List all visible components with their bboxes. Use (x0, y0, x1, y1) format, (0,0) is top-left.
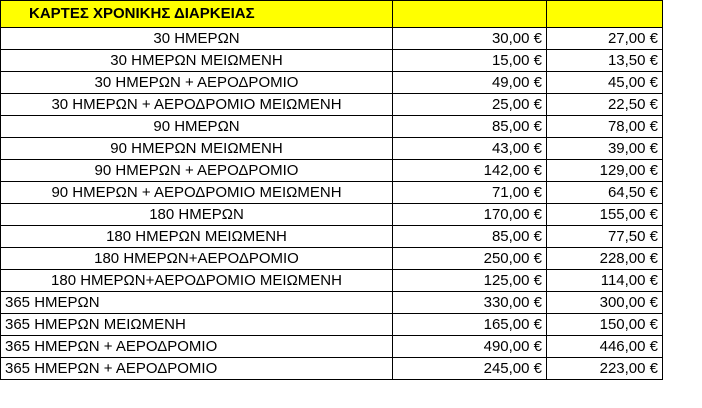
table-row (1, 358, 663, 380)
price-col-1: 165,00 € (393, 314, 547, 336)
price-col-2: 300,00 € (547, 292, 663, 314)
price-col-2: 39,00 € (547, 138, 663, 160)
card-name: 30 ΗΜΕΡΩΝ (1, 28, 393, 50)
price-col-1: 245,00 € (393, 358, 547, 380)
price-col-2: 27,00 € (547, 28, 663, 50)
card-name: 365 ΗΜΕΡΩΝ (1, 292, 393, 314)
table-row (1, 72, 663, 94)
table-row (1, 160, 663, 182)
card-name: 365 ΗΜΕΡΩΝ + ΑΕΡΟΔΡΟΜΙΟ (1, 336, 393, 358)
price-col-1: 30,00 € (393, 28, 547, 50)
card-name: 180 ΗΜΕΡΩΝ (1, 204, 393, 226)
table-row (1, 182, 663, 204)
table-row (1, 50, 663, 72)
header-full-price (393, 1, 547, 28)
card-name: 30 ΗΜΕΡΩΝ ΜΕΙΩΜΕΝΗ (1, 50, 393, 72)
price-col-1: 330,00 € (393, 292, 547, 314)
price-col-2: 155,00 € (547, 204, 663, 226)
table-title: ΚΑΡΤΕΣ ΧΡΟΝΙΚΗΣ ΔΙΑΡΚΕΙΑΣ (1, 1, 393, 28)
table-header-row (1, 1, 663, 28)
price-col-1: 250,00 € (393, 248, 547, 270)
card-name: 365 ΗΜΕΡΩΝ ΜΕΙΩΜΕΝΗ (1, 314, 393, 336)
price-col-2: 77,50 € (547, 226, 663, 248)
card-name: 90 ΗΜΕΡΩΝ ΜΕΙΩΜΕΝΗ (1, 138, 393, 160)
price-col-1: 490,00 € (393, 336, 547, 358)
price-col-2: 78,00 € (547, 116, 663, 138)
price-col-2: 446,00 € (547, 336, 663, 358)
table-row (1, 204, 663, 226)
table-row (1, 336, 663, 358)
table-row (1, 138, 663, 160)
table-row (1, 226, 663, 248)
table-row (1, 248, 663, 270)
price-col-1: 25,00 € (393, 94, 547, 116)
price-col-1: 15,00 € (393, 50, 547, 72)
price-col-1: 85,00 € (393, 226, 547, 248)
price-col-1: 142,00 € (393, 160, 547, 182)
table-row (1, 116, 663, 138)
table-row (1, 28, 663, 50)
price-col-2: 228,00 € (547, 248, 663, 270)
table-row (1, 314, 663, 336)
price-col-1: 85,00 € (393, 116, 547, 138)
card-name: 180 ΗΜΕΡΩΝ+ΑΕΡΟΔΡΟΜΙΟ ΜΕΙΩΜΕΝΗ (1, 270, 393, 292)
price-col-1: 170,00 € (393, 204, 547, 226)
price-col-1: 49,00 € (393, 72, 547, 94)
card-name: 90 ΗΜΕΡΩΝ (1, 116, 393, 138)
card-name: 30 ΗΜΕΡΩΝ + ΑΕΡΟΔΡΟΜΙΟ (1, 72, 393, 94)
card-name: 180 ΗΜΕΡΩΝ+ΑΕΡΟΔΡΟΜΙΟ (1, 248, 393, 270)
price-col-2: 45,00 € (547, 72, 663, 94)
card-name: 365 ΗΜΕΡΩΝ + ΑΕΡΟΔΡΟΜΙΟ (1, 358, 393, 380)
price-col-1: 43,00 € (393, 138, 547, 160)
card-name: 90 ΗΜΕΡΩΝ + ΑΕΡΟΔΡΟΜΙΟ ΜΕΙΩΜΕΝΗ (1, 182, 393, 204)
price-col-2: 22,50 € (547, 94, 663, 116)
price-col-1: 125,00 € (393, 270, 547, 292)
price-col-2: 64,50 € (547, 182, 663, 204)
card-name: 30 ΗΜΕΡΩΝ + ΑΕΡΟΔΡΟΜΙΟ ΜΕΙΩΜΕΝΗ (1, 94, 393, 116)
card-name: 180 ΗΜΕΡΩΝ ΜΕΙΩΜΕΝΗ (1, 226, 393, 248)
price-col-2: 13,50 € (547, 50, 663, 72)
price-col-2: 150,00 € (547, 314, 663, 336)
table-row (1, 94, 663, 116)
table-row (1, 270, 663, 292)
price-col-2: 129,00 € (547, 160, 663, 182)
table-row (1, 292, 663, 314)
header-reduced-price (547, 1, 663, 28)
price-col-2: 114,00 € (547, 270, 663, 292)
price-col-2: 223,00 € (547, 358, 663, 380)
price-col-1: 71,00 € (393, 182, 547, 204)
card-name: 90 ΗΜΕΡΩΝ + ΑΕΡΟΔΡΟΜΙΟ (1, 160, 393, 182)
